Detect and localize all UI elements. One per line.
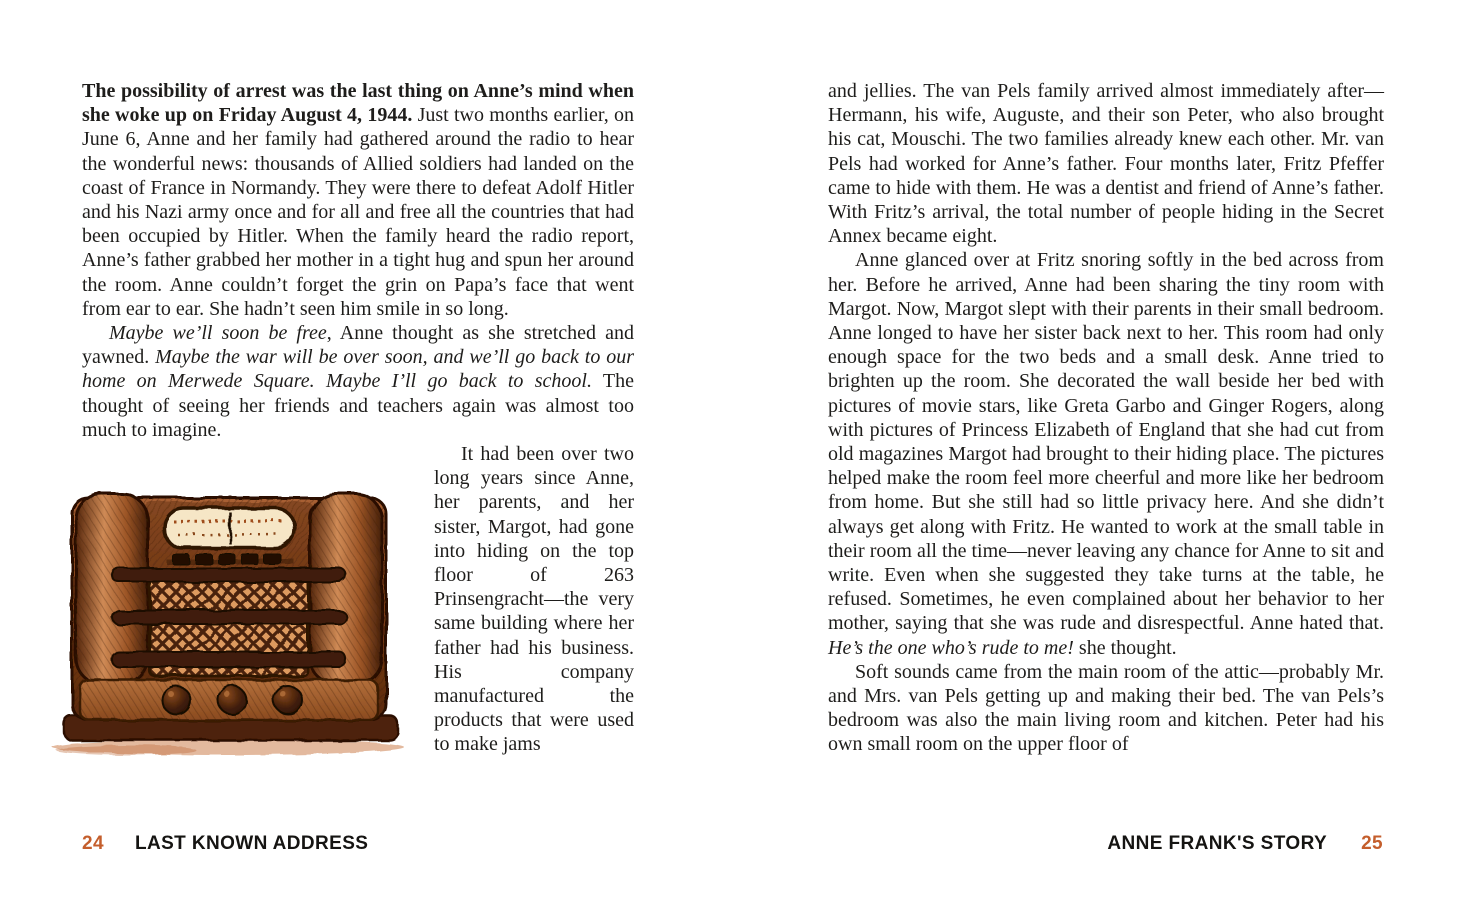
body-text: Anne glanced over at Fritz snoring softly in the bed across from her. Before he arrived, Anne had been sharing the tiny room with Margot. Now, Margot slept with their parents in their small bedroom. Anne longed to have her sister back next to her. This room had only enough space for the two beds and a small desk. Anne tried to brighten up the room. She decorated the wall beside her bed with pictures of movie stars, like Greta Garbo and Ginger Rogers, along with pictures of Princess Elizabeth of England that she had cut from old magazines Margot had brought to their hiding place. The pictures helped make the room feel more cheerful and more like her bedroom from home. But she still had so little privacy here. And she didn’t always get along with Fritz. He wanted to work at the small table in their room all the time—never leaving any chance for Anne to sit and write. Even when she suggested they take turns at the table, he refused. Sometimes, he even complained about her behavior to her mother, saying that she was rude and disrespectful. Anne hated that. [828, 249, 1384, 635]
page-right [828, 79, 1384, 757]
italic-thought: He’s the one who’s rude to me! [828, 636, 1074, 659]
paragraph-sounds: Soft sounds came from the main room of the attic—probably Mr. and Mrs. van Pels getting up and making their bed. The van Pels’s bedroom was also the main living room and kitchen. Peter had his own small room on the upper floor of [828, 660, 1384, 756]
paragraph-opening [82, 79, 634, 321]
running-head-book-title: LAST KNOWN ADDRESS [134, 833, 369, 854]
radio-illustration [46, 442, 418, 758]
footer-right [1107, 833, 1383, 855]
paragraph-room [828, 248, 1384, 659]
italic-thought: Maybe the war will be over soon, and we’ll go back to our home on Merwede Square. Maybe I’ll go back to school. [82, 346, 634, 393]
bold-lead-sentence: The possibility of arrest was the last thing on Anne’s mind when she woke up on Friday August 4, 1944. [82, 80, 634, 127]
body-text: Just two months earlier, on June 6, Anne and her family had gathered around the radio to hear the wonderful news: thousands of Allied soldiers had landed on the coast of France in Normandy. They were there to defeat Adolf Hitler and his Nazi army once and for all and free all the countries that had been occupied by Hitler. When the family heard the radio report, Anne’s father grabbed her mother in a tight hug and spun her around the room. Anne couldn’t forget the grin on Papa’s face that went from ear to ear. She hadn’t seen him smile in so long. [82, 104, 634, 320]
body-text: , Anne thought as she stretched and yawned. [82, 322, 634, 369]
page-number: 24 [82, 833, 104, 854]
page-left [82, 79, 634, 758]
radio-knobs [162, 686, 302, 714]
page-number: 25 [1361, 833, 1383, 854]
paragraph-with-illustration [82, 442, 634, 757]
radio-buttons [166, 554, 294, 564]
body-text: she thought. [1073, 636, 1177, 659]
paragraph-continued: and jellies. The van Pels family arrived almost immediately after—Hermann, his wife, Auguste, and their son Peter, who also brought his cat, Mouschi. The two families already knew each other. Mr. van Pels had worked for Anne’s father. Four months later, Fritz Pfeffer came to hide with them. He was a dentist and friend of Anne’s father. With Fritz’s arrival, the total number of people hiding in the Secret Annex became eight. [828, 80, 1384, 248]
italic-thought: Maybe we’ll soon be free [109, 322, 327, 345]
radio-slats [112, 568, 346, 667]
vintage-radio-sketch-svg [46, 488, 418, 758]
footer-left [82, 833, 368, 855]
paragraph-maybe-free [82, 321, 634, 442]
radio-dial [164, 508, 294, 548]
body-text: The thought of seeing her friends and teachers again was almost too much to imagine. [82, 370, 635, 441]
running-head-chapter-title: ANNE FRANK'S STORY [1107, 833, 1328, 854]
paragraph-hiding: It had been over two long years since Anne, her parents, and her sister, Margot, had gone into hiding on the top floor of 263 Prinsengracht—the very same building where her father had his business. His company manufactured the products that were used to make jams [434, 443, 634, 756]
